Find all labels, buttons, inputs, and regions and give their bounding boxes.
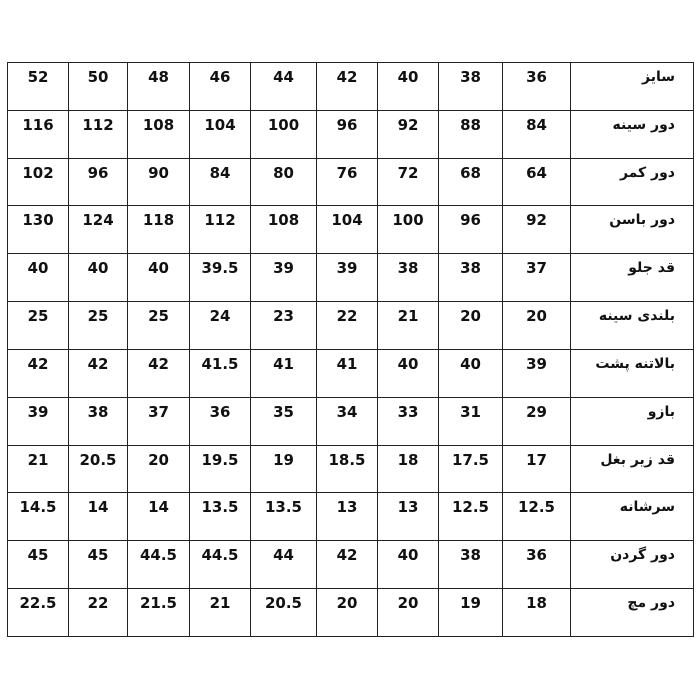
table-cell: 20.5 <box>69 445 128 493</box>
table-cell: 14 <box>69 493 128 541</box>
table-cell: 90 <box>128 158 190 206</box>
row-label: بالاتنه پشت <box>571 349 694 397</box>
table-cell: 84 <box>503 110 571 158</box>
table-cell: 22.5 <box>8 589 69 637</box>
table-cell: 31 <box>439 397 503 445</box>
table-cell: 18.5 <box>317 445 378 493</box>
table-cell: 12.5 <box>439 493 503 541</box>
table-cell: 104 <box>190 110 251 158</box>
table-cell: 14.5 <box>8 493 69 541</box>
table-cell: 68 <box>439 158 503 206</box>
table-cell: 40 <box>378 63 439 111</box>
table-cell: 42 <box>128 349 190 397</box>
table-cell: 40 <box>128 254 190 302</box>
row-label: بازو <box>571 397 694 445</box>
table-cell: 44 <box>251 541 317 589</box>
table-cell: 104 <box>317 206 378 254</box>
table-cell: 21 <box>378 302 439 350</box>
table-cell: 40 <box>8 254 69 302</box>
table-cell: 34 <box>317 397 378 445</box>
table-row <box>8 63 694 111</box>
table-cell: 112 <box>190 206 251 254</box>
table-cell: 92 <box>503 206 571 254</box>
table-cell: 44.5 <box>128 541 190 589</box>
table-cell: 20 <box>128 445 190 493</box>
table-cell: 42 <box>8 349 69 397</box>
table-cell: 13.5 <box>251 493 317 541</box>
table-cell: 102 <box>8 158 69 206</box>
table-cell: 22 <box>69 589 128 637</box>
table-cell: 39 <box>8 397 69 445</box>
table-cell: 41 <box>317 349 378 397</box>
table-cell: 100 <box>378 206 439 254</box>
table-cell: 88 <box>439 110 503 158</box>
table-cell: 25 <box>69 302 128 350</box>
table-cell: 38 <box>439 541 503 589</box>
table-cell: 130 <box>8 206 69 254</box>
table-cell: 21.5 <box>128 589 190 637</box>
table-cell: 20.5 <box>251 589 317 637</box>
table-cell: 29 <box>503 397 571 445</box>
table-cell: 38 <box>378 254 439 302</box>
row-label: دور باسن <box>571 206 694 254</box>
table-row <box>8 349 694 397</box>
table-cell: 18 <box>378 445 439 493</box>
table-cell: 96 <box>69 158 128 206</box>
row-label: سرشانه <box>571 493 694 541</box>
table-cell: 46 <box>190 63 251 111</box>
table-row <box>8 445 694 493</box>
table-cell: 35 <box>251 397 317 445</box>
table-cell: 39 <box>317 254 378 302</box>
table-cell: 13.5 <box>190 493 251 541</box>
table-cell: 25 <box>128 302 190 350</box>
table-cell: 20 <box>378 589 439 637</box>
table-cell: 37 <box>503 254 571 302</box>
table-cell: 19 <box>251 445 317 493</box>
table-cell: 25 <box>8 302 69 350</box>
table-cell: 108 <box>128 110 190 158</box>
row-label: بلندی سینه <box>571 302 694 350</box>
table-cell: 22 <box>317 302 378 350</box>
table-row <box>8 589 694 637</box>
table-cell: 18 <box>503 589 571 637</box>
table-cell: 40 <box>378 541 439 589</box>
table-cell: 92 <box>378 110 439 158</box>
table-cell: 40 <box>439 349 503 397</box>
table-row <box>8 254 694 302</box>
table-row <box>8 110 694 158</box>
table-cell: 39.5 <box>190 254 251 302</box>
row-label: سایز <box>571 63 694 111</box>
size-chart-table <box>7 62 694 637</box>
table-cell: 80 <box>251 158 317 206</box>
table-cell: 76 <box>317 158 378 206</box>
table-cell: 23 <box>251 302 317 350</box>
row-label: دور مچ <box>571 589 694 637</box>
table-cell: 42 <box>317 63 378 111</box>
table-cell: 64 <box>503 158 571 206</box>
table-body <box>8 63 694 637</box>
table-cell: 13 <box>378 493 439 541</box>
table-cell: 13 <box>317 493 378 541</box>
table-cell: 38 <box>439 254 503 302</box>
table-cell: 96 <box>439 206 503 254</box>
table-cell: 36 <box>503 541 571 589</box>
table-cell: 100 <box>251 110 317 158</box>
table-cell: 20 <box>503 302 571 350</box>
table-cell: 84 <box>190 158 251 206</box>
row-label: دور گردن <box>571 541 694 589</box>
row-label: دور سینه <box>571 110 694 158</box>
table-cell: 52 <box>8 63 69 111</box>
table-cell: 112 <box>69 110 128 158</box>
table-cell: 20 <box>317 589 378 637</box>
table-row <box>8 302 694 350</box>
table-cell: 19.5 <box>190 445 251 493</box>
table-cell: 21 <box>8 445 69 493</box>
table-cell: 42 <box>317 541 378 589</box>
table-row <box>8 397 694 445</box>
table-cell: 39 <box>503 349 571 397</box>
table-cell: 42 <box>69 349 128 397</box>
table-cell: 72 <box>378 158 439 206</box>
table-cell: 116 <box>8 110 69 158</box>
table-row <box>8 541 694 589</box>
table-cell: 17 <box>503 445 571 493</box>
table-cell: 48 <box>128 63 190 111</box>
table-cell: 118 <box>128 206 190 254</box>
table-cell: 17.5 <box>439 445 503 493</box>
table-cell: 124 <box>69 206 128 254</box>
table-cell: 50 <box>69 63 128 111</box>
table-cell: 41.5 <box>190 349 251 397</box>
table-cell: 38 <box>69 397 128 445</box>
table-cell: 19 <box>439 589 503 637</box>
table-cell: 20 <box>439 302 503 350</box>
table-cell: 21 <box>190 589 251 637</box>
table-cell: 41 <box>251 349 317 397</box>
table-cell: 24 <box>190 302 251 350</box>
table-cell: 38 <box>439 63 503 111</box>
table-row <box>8 158 694 206</box>
row-label: دور کمر <box>571 158 694 206</box>
table-cell: 40 <box>69 254 128 302</box>
table-cell: 44.5 <box>190 541 251 589</box>
table-cell: 12.5 <box>503 493 571 541</box>
table-cell: 96 <box>317 110 378 158</box>
row-label: قد جلو <box>571 254 694 302</box>
table-cell: 108 <box>251 206 317 254</box>
table-cell: 40 <box>378 349 439 397</box>
table-cell: 33 <box>378 397 439 445</box>
row-label: قد زیر بغل <box>571 445 694 493</box>
table-cell: 45 <box>8 541 69 589</box>
table-cell: 44 <box>251 63 317 111</box>
table-row <box>8 493 694 541</box>
table-cell: 39 <box>251 254 317 302</box>
table-cell: 37 <box>128 397 190 445</box>
table-cell: 36 <box>190 397 251 445</box>
table-cell: 36 <box>503 63 571 111</box>
table-cell: 45 <box>69 541 128 589</box>
table-row <box>8 206 694 254</box>
table-cell: 14 <box>128 493 190 541</box>
